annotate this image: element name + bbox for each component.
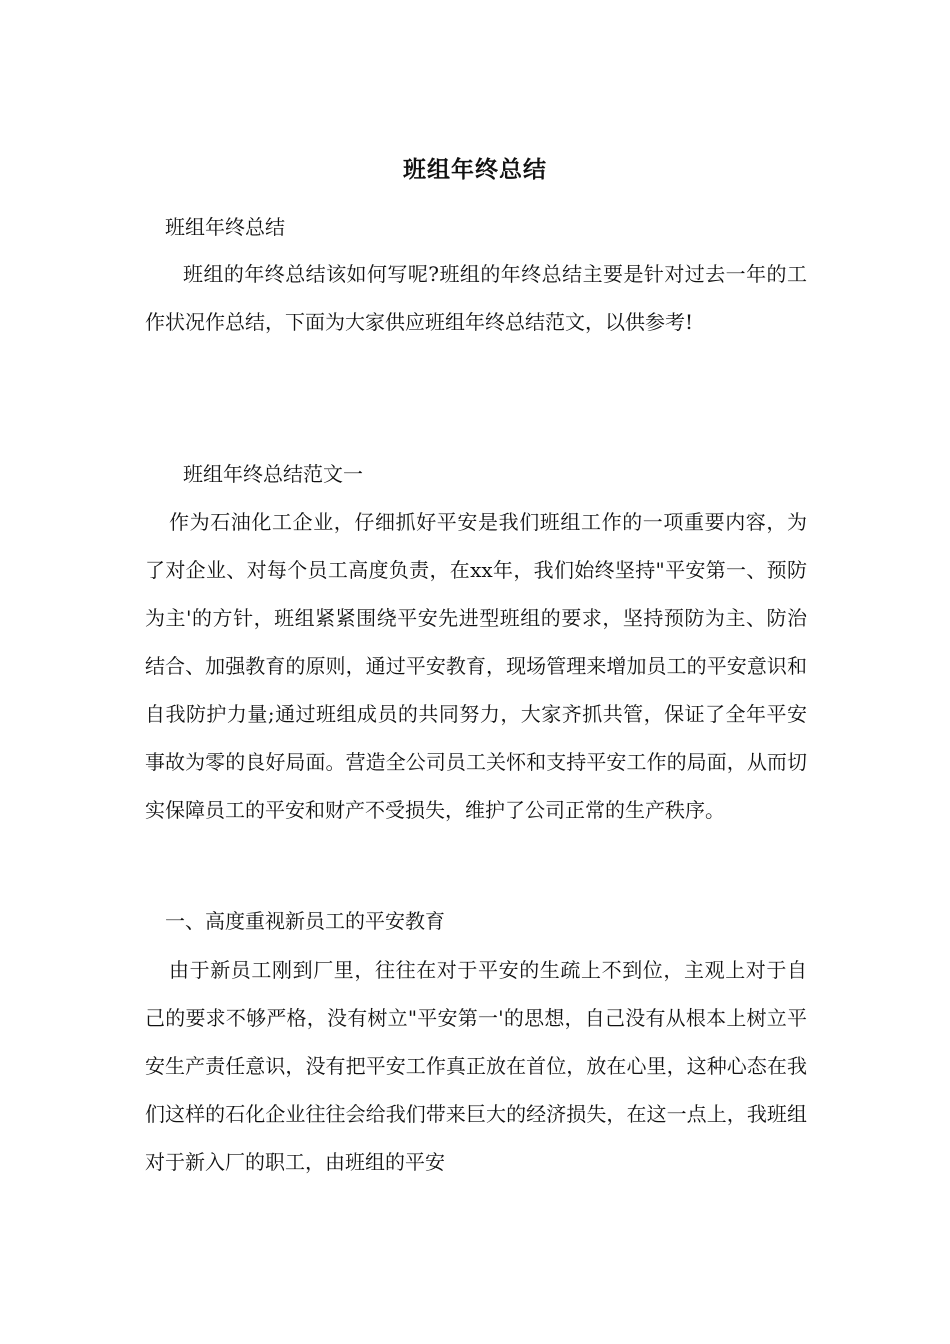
document-title: 班组年终总结 <box>403 156 547 183</box>
intro-paragraph: 班组的年终总结该如何写呢?班组的年终总结主要是针对过去一年的工作状况作总结，下面为大家供应班组年终总结范文，以供参考! <box>145 262 807 334</box>
body-paragraph-1: 作为石油化工企业，仔细抓好平安是我们班组工作的一项重要内容，为了对企业、对每个员工高度负责，在xx年，我们始终坚持"平安第一、预防为主'的方针，班组紧紧围绕平安先进型班组的要求，坚持预防为主、防治结合、加强教育的原则，通过平安教育，现场管理来增加员工的平安意识和自我防护力量;通过班组成员的共同努力，大家齐抓共管，保证了全年平安事故为零的良好局面。营造全公司员工关怀和支持平安工作的局面，从而切实保障员工的平安和财产不受损失，维护了公司正常的生产秩序。 <box>145 510 807 822</box>
section-heading-1: 一、高度重视新员工的平安教育 <box>165 909 445 933</box>
section-title: 班组年终总结范文一 <box>183 462 363 486</box>
body-paragraph-2: 由于新员工刚到厂里，往往在对于平安的生疏上不到位，主观上对于自己的要求不够严格，没有树立"平安第一'的思想，自己没有从根本上树立平安生产责任意识，没有把平安工作真正放在首位，放在心里，这种心态在我们这样的石化企业往往会给我们带来巨大的经济损失，在这一点上，我班组对于新入厂的职工，由班组的平安 <box>145 958 807 1174</box>
document-subtitle: 班组年终总结 <box>165 215 285 239</box>
